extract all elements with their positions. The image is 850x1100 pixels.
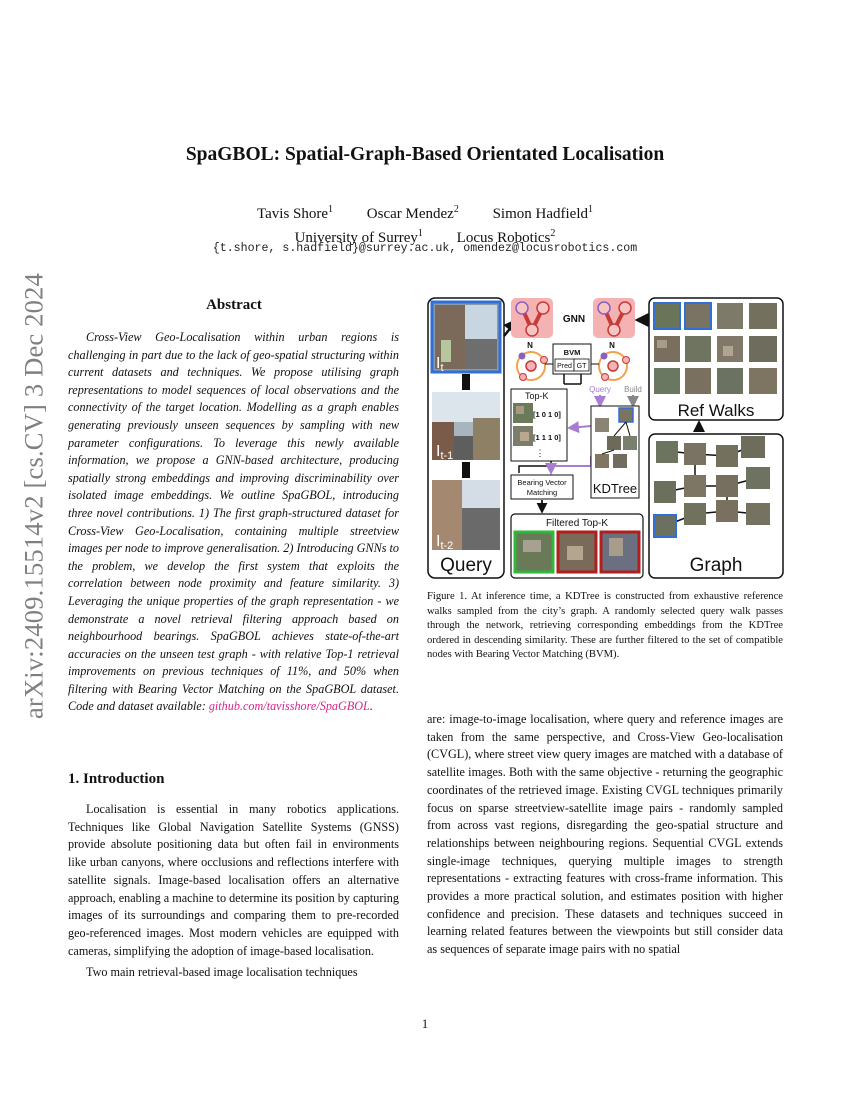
intro-paragraph-1: Localisation is essential in many robotics applications. Techniques like Global Navigation Satellite Systems (GNSS) provide absolute positioning data but often fail in environments like urban canyons, where occlusions and reflections interfere with satellite signals. Image-based localisation offers an alternative approach, enabling a machine to determine its position by capturing images of its surroundings and comparing them to pre-recorded geo-referenced images. Most modern vehicles are equipped with cameras, simplifying the adoption of image-based localisation. (68, 802, 399, 958)
svg-text:BVM: BVM (563, 348, 581, 357)
svg-text:Matching: Matching (526, 488, 558, 497)
abstract-heading: Abstract (206, 297, 262, 313)
paper-title: SpaGBOL: Spatial-Graph-Based Orientated Localisation (185, 144, 665, 165)
code-link[interactable]: github.com/tavisshore/SpaGBOL (208, 699, 370, 714)
svg-text:⋮: ⋮ (535, 448, 545, 458)
gnn-label: GNN (562, 314, 586, 325)
institution-2: Locus Robotics$^2$ (456, 228, 556, 246)
svg-text:[1 1 1 0]: [1 1 1 0] (533, 433, 561, 442)
query-arrow-label: Query (589, 385, 611, 394)
svg-text:Ref Walks: Ref Walks (677, 401, 755, 420)
frame-label-t-1: It-1 (436, 443, 454, 462)
institution-1: University of Surrey$^1$ (294, 228, 423, 246)
figure-1 (427, 296, 783, 582)
query-label: Query (440, 555, 492, 576)
section-heading-introduction: 1. Introduction (68, 771, 165, 787)
arxiv-stamp (4, 272, 64, 720)
arxiv-id: arXiv:2409.15514v2 [cs.CV] 3 Dec 2024 (18, 272, 49, 720)
intro-paragraph-2-continued: are: image-to-image localisation, where query and reference images are taken from the same perspective, and Cross-View Geo-localisation (CVGL), where street view query images are matched with a database of satellite images. Both with the same objective - returning the geographic coordinates of the retrieved image. Existing CVGL techniques primarily focus on sparse streetview-satellite image pairs - randomly sampled from across vast regions, disregarding the geo-spatial structure and relationships between neighbouring regions. Sequential CVGL extends single-image techniques, querying multiple images to strength representations - extracting features with cross-frame information. This provides a more practical solution, and estimates position with higher confidence and precision. These datasets and techniques succeed in learning related features between the viewpoints but still consider data as sequences of separate image pairs with no spatial (427, 712, 783, 957)
svg-text:GT: GT (576, 363, 587, 370)
introduction-right (427, 711, 783, 959)
build-arrow-label: Build (624, 385, 642, 394)
intro-paragraph-2: Two main retrieval-based image localisation techniques (86, 965, 358, 980)
author-2: Oscar Mendez$^2$ (366, 204, 459, 222)
introduction-left (68, 801, 399, 986)
author-3: Simon Hadfield$^1$ (492, 204, 593, 222)
author-1: Tavis Shore$^1$ (257, 204, 334, 222)
svg-text:Bearing Vector: Bearing Vector (517, 478, 567, 487)
frame-label-t: It (436, 355, 444, 374)
svg-text:Filtered Top-K: Filtered Top-K (545, 518, 609, 529)
svg-text:Top-K: Top-K (525, 391, 549, 401)
svg-text:Graph: Graph (689, 555, 743, 576)
svg-text:[1 0 1 0]: [1 0 1 0] (533, 410, 561, 419)
figure-1-caption: Figure 1. At inference time, a KDTree is constructed from exhaustive reference walks sampled from the city’s graph. A randomly selected query walk passes through the network, retrieving corresponding embeddings from the KDTree ordered in descending similarity. These are further filtered to the set of compatible nodes with Bearing Vector Matching (BVM). (427, 591, 783, 661)
svg-text:Pred: Pred (557, 363, 572, 370)
author-emails: {t.shore, s.hadfield}@surrey.ac.uk, omendez@locusrobotics.com (212, 242, 638, 255)
abstract-body: Cross-View Geo-Localisation within urban regions is challenging in part due to the lack of geo-spatial structuring within current datasets and techniques. We propose utilising graph representations to model sequences of local observations and the connectivity of the target location. Modelling as a graph enables generating previously unseen sequences by sampling with new parameter configurations. To leverage this newly available information, we propose a GNN-based architecture, producing spatially strong embeddings and improving discriminability over isolated image embeddings. We outline SpaGBOL, introducing three novel contributions. 1) The first graph-structured dataset for Cross-View Geo-Localisation, containing multiple streetview images per node to improve generalisation. 2) Introducing GNNs to the problem, we develop the first system that exploits the correlation between node proximity and feature similarity. 3) Leveraging the unique properties of the graph representation - we demonstrate a novel retrieval filtering approach based on neighbourhood bearings. SpaGBOL achieves state-of-the-art accuracies on the unseen test graph - with relative Top-1 retrieval improvements on previous techniques of 11%, and 50% when filtering with Bearing Vector Matching on the SpaGBOL dataset. Code and dataset available: github.com/tavisshore/SpaGBOL. (68, 330, 399, 714)
frame-label-t-2: It-2 (436, 533, 454, 552)
svg-text:KDTree: KDTree (592, 481, 638, 496)
svg-text:N: N (609, 341, 615, 350)
svg-text:N: N (527, 341, 533, 350)
page-number: 1 (421, 1017, 429, 1031)
abstract-text: Cross-View Geo-Localisation within urban regions is challenging in part due to the lack of geo-spatial structuring within current datasets and techniques. We propose utilising graph representations to model sequences of local observations and the connectivity of the target location. Modelling as a graph enables generating previously unseen sequences by sampling with new parameter configurations. To leverage this newly available information, we propose a GNN-based architecture, producing spatially strong embeddings and improving discriminability over isolated image embeddings. We outline SpaGBOL, introducing three novel contributions. 1) The first graph-structured dataset for Cross-View Geo-Localisation, containing multiple streetview images per node to improve generalisation. 2) Introducing GNNs to the problem, we develop the first system that exploits the correlation between node proximity and feature similarity. 3) Leveraging the unique properties of the graph representation - we demonstrate a novel retrieval filtering approach based on neighbourhood bearings. SpaGBOL achieves state-of-the-art accuracies on the unseen test graph - with relative Top-1 retrieval improvements on previous techniques of 11%, and 50% when filtering with Bearing Vector Matching on the SpaGBOL dataset. Code and dataset available: (68, 330, 399, 714)
figure-1-svg (427, 296, 783, 582)
author-block (0, 200, 850, 248)
